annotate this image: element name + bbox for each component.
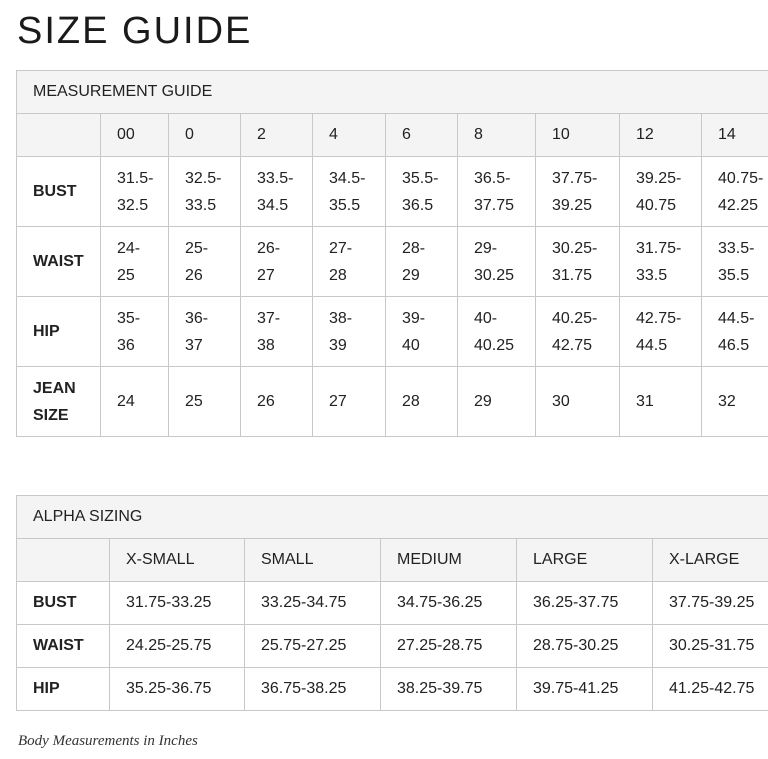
size-header: 00 <box>101 114 169 157</box>
measurement-cell: 36- 37 <box>169 297 241 367</box>
measurement-cell: 30.25- 31.75 <box>536 227 620 297</box>
measurement-cell: 28 <box>386 367 458 437</box>
table-caption: MEASUREMENT GUIDE <box>17 71 768 114</box>
size-header: 8 <box>458 114 536 157</box>
alpha-sizing-table <box>16 495 768 711</box>
measurement-cell: 28- 29 <box>386 227 458 297</box>
size-header: SMALL <box>245 539 381 582</box>
row-label: WAIST <box>17 227 101 297</box>
measurement-cell: 33.5- 34.5 <box>241 157 313 227</box>
measurement-cell: 24 <box>101 367 169 437</box>
measurement-cell: 29- 30.25 <box>458 227 536 297</box>
measurement-cell: 25 <box>169 367 241 437</box>
measurement-cell: 29 <box>458 367 536 437</box>
table-row <box>17 227 768 297</box>
measurement-cell: 25- 26 <box>169 227 241 297</box>
measurement-cell: 27- 28 <box>313 227 386 297</box>
measurement-cell: 40.75- 42.25 <box>702 157 768 227</box>
row-label: BUST <box>17 582 110 625</box>
measurement-cell: 24- 25 <box>101 227 169 297</box>
measurement-cell: 27.25-28.75 <box>381 625 517 668</box>
row-label: WAIST <box>17 625 110 668</box>
measurement-cell: 41.25-42.75 <box>653 668 768 711</box>
size-header: 2 <box>241 114 313 157</box>
measurement-cell: 30.25-31.75 <box>653 625 768 668</box>
measurement-cell: 44.5- 46.5 <box>702 297 768 367</box>
table-row <box>17 157 768 227</box>
measurement-cell: 33.25-34.75 <box>245 582 381 625</box>
measurement-cell: 33.5- 35.5 <box>702 227 768 297</box>
page-title: SIZE GUIDE <box>17 10 253 52</box>
measurement-cell: 34.5- 35.5 <box>313 157 386 227</box>
measurement-cell: 28.75-30.25 <box>517 625 653 668</box>
size-header: 10 <box>536 114 620 157</box>
measurement-cell: 31 <box>620 367 702 437</box>
row-label: JEAN SIZE <box>17 367 101 437</box>
measurement-cell: 39.75-41.25 <box>517 668 653 711</box>
measurement-cell: 37.75- 39.25 <box>536 157 620 227</box>
measurement-cell: 25.75-27.25 <box>245 625 381 668</box>
size-header: X-SMALL <box>110 539 245 582</box>
measurement-cell: 40- 40.25 <box>458 297 536 367</box>
measurement-cell: 42.75- 44.5 <box>620 297 702 367</box>
row-label: BUST <box>17 157 101 227</box>
measurement-cell: 31.75- 33.5 <box>620 227 702 297</box>
measurement-cell: 37- 38 <box>241 297 313 367</box>
measurement-cell: 39- 40 <box>386 297 458 367</box>
size-header: 4 <box>313 114 386 157</box>
measurement-cell: 31.75-33.25 <box>110 582 245 625</box>
measurement-cell: 32 <box>702 367 768 437</box>
size-header: 12 <box>620 114 702 157</box>
size-header: X-LARGE <box>653 539 768 582</box>
table-row <box>17 582 768 625</box>
table-row <box>17 668 768 711</box>
measurement-cell: 24.25-25.75 <box>110 625 245 668</box>
measurement-cell: 26- 27 <box>241 227 313 297</box>
measurement-cell: 31.5- 32.5 <box>101 157 169 227</box>
table-row <box>17 367 768 437</box>
measurement-cell: 37.75-39.25 <box>653 582 768 625</box>
measurement-cell: 36.5- 37.75 <box>458 157 536 227</box>
measurement-cell: 36.75-38.25 <box>245 668 381 711</box>
size-header: 14 <box>702 114 768 157</box>
measurement-cell: 38- 39 <box>313 297 386 367</box>
row-label: HIP <box>17 297 101 367</box>
table-row <box>17 297 768 367</box>
measurement-cell: 36.25-37.75 <box>517 582 653 625</box>
measurement-cell: 35.5- 36.5 <box>386 157 458 227</box>
measurement-cell: 40.25- 42.75 <box>536 297 620 367</box>
table-row <box>17 625 768 668</box>
measurement-cell: 35.25-36.75 <box>110 668 245 711</box>
measurement-cell: 35- 36 <box>101 297 169 367</box>
row-label: HIP <box>17 668 110 711</box>
measurement-cell: 34.75-36.25 <box>381 582 517 625</box>
measurement-cell: 39.25- 40.75 <box>620 157 702 227</box>
measurement-guide-table <box>16 70 768 437</box>
footnote: Body Measurements in Inches <box>18 733 198 749</box>
measurement-cell: 30 <box>536 367 620 437</box>
table-caption: ALPHA SIZING <box>17 496 768 539</box>
header-corner-cell <box>17 114 101 157</box>
size-header: 6 <box>386 114 458 157</box>
size-header: MEDIUM <box>381 539 517 582</box>
header-corner-cell <box>17 539 110 582</box>
measurement-cell: 26 <box>241 367 313 437</box>
size-header: LARGE <box>517 539 653 582</box>
measurement-cell: 32.5- 33.5 <box>169 157 241 227</box>
size-header: 0 <box>169 114 241 157</box>
measurement-cell: 27 <box>313 367 386 437</box>
measurement-cell: 38.25-39.75 <box>381 668 517 711</box>
